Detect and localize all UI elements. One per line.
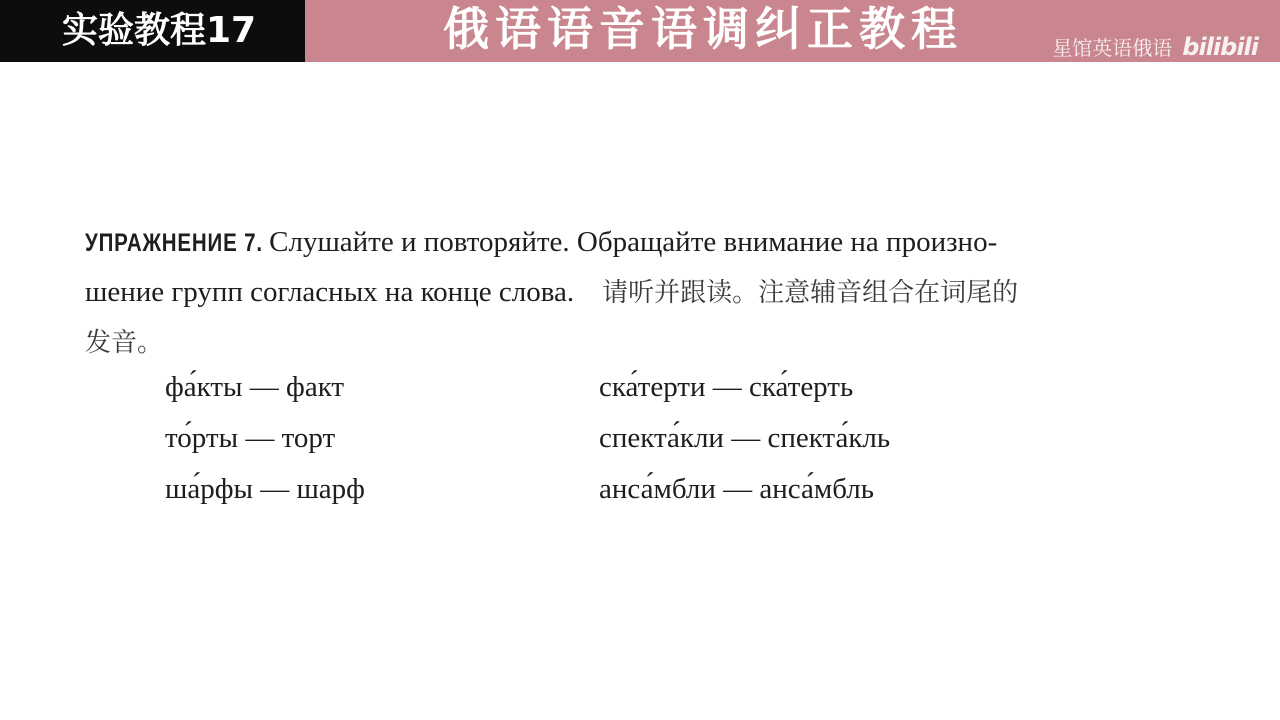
instruction-line-1: [85, 218, 1185, 268]
watermark-text: 星馆英语俄语: [1052, 36, 1173, 60]
bilibili-logo: bilibili: [1182, 33, 1258, 61]
top-banner: [0, 0, 1280, 62]
instruction-text-1: Слушайте и повторяйте. Обращайте внимание на произно-: [269, 226, 998, 258]
pair-row: [165, 413, 1065, 464]
course-title-band: [305, 0, 1280, 62]
instruction-line-2: [85, 268, 1185, 318]
word-pair-right: ска́терти — ска́терть: [599, 371, 854, 403]
exercise-heading: УПРАЖНЕНИЕ 7.: [85, 229, 263, 257]
translation-text: 请听并跟读。注意辅音组合在词尾的: [602, 278, 1019, 308]
word-pair-left: фа́кты — факт: [165, 371, 345, 403]
word-pair-left: ша́рфы — шарф: [165, 473, 365, 505]
instruction-text-2: шение групп согласных на конце слова.: [85, 276, 575, 308]
instruction-line-3: [85, 318, 1185, 368]
word-pairs: [165, 362, 1065, 515]
pair-row: [165, 362, 1065, 413]
exercise-instructions: [85, 218, 1185, 368]
word-pair-right: анса́мбли — анса́мбль: [599, 473, 874, 505]
pair-row: [165, 464, 1065, 515]
course-title: 俄语语音语调纠正教程: [443, 2, 963, 56]
word-pair-left: то́рты — торт: [165, 422, 336, 454]
channel-watermark: [1052, 32, 1258, 62]
word-pair-right: спекта́кли — спекта́кль: [599, 422, 891, 454]
lesson-tag: 实验教程17: [0, 0, 305, 62]
translation-text-cont: 发音。: [85, 328, 164, 358]
